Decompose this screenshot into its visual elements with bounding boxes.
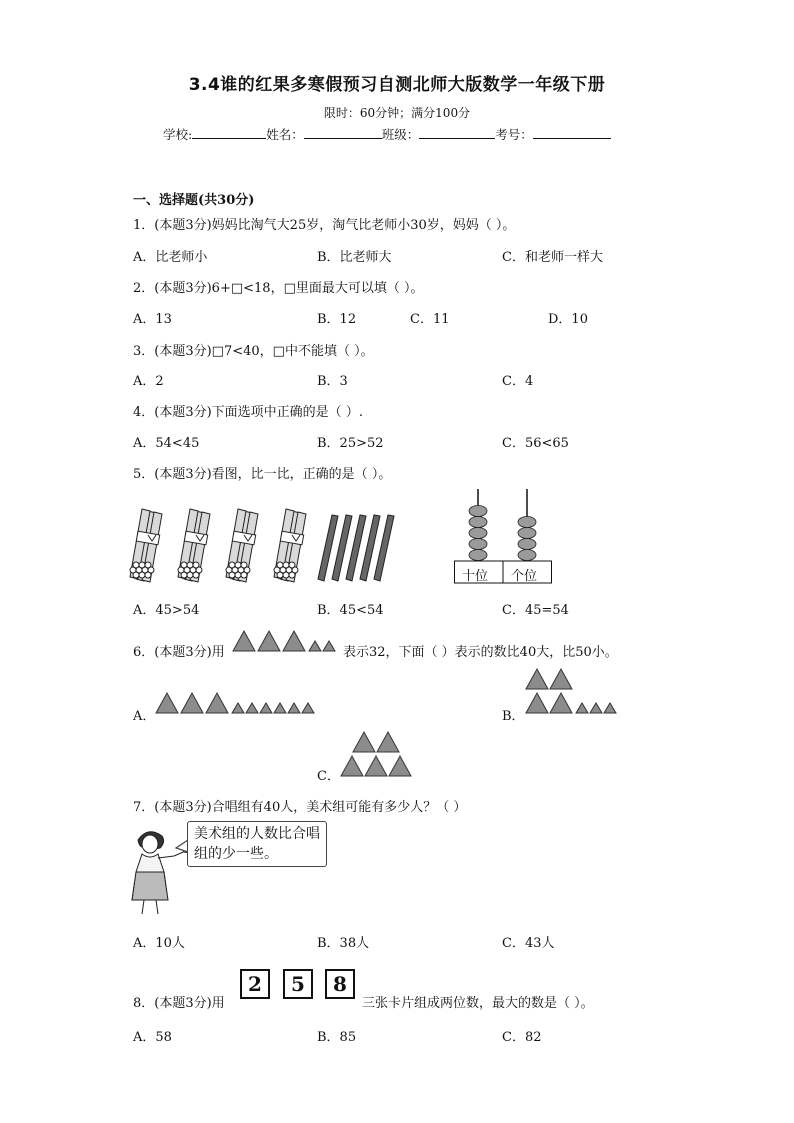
school-blank[interactable]	[192, 126, 266, 139]
q5-option-a[interactable]: A．45>54	[133, 603, 200, 618]
class-blank[interactable]	[419, 126, 495, 139]
q2-option-d[interactable]: D．10	[548, 312, 588, 327]
student-info-line	[163, 125, 611, 143]
q8-option-c[interactable]: C．82	[502, 1030, 542, 1045]
question-3-stem: 3．(本题3分)□7<40，□中不能填（ ）。	[133, 344, 374, 359]
question-8-stem-start: 8．(本题3分)用	[133, 996, 225, 1011]
q6-option-b[interactable]: B．	[502, 709, 525, 724]
q4-option-a[interactable]: A．54<45	[133, 436, 200, 451]
q6-option-a-triangles[interactable]	[156, 692, 326, 714]
q3-option-b[interactable]: B．3	[317, 374, 348, 389]
number-card-5: 5	[283, 969, 313, 999]
question-8-stem-end: 三张卡片组成两位数，最大的数是（ ）。	[362, 996, 594, 1011]
question-7-stem: 7．(本题3分)合唱组有40人，美术组可能有多少人？（ ）	[133, 800, 467, 815]
examno-label: 考号：	[495, 127, 533, 142]
stick-bundle-icon	[274, 509, 306, 582]
q7-option-b[interactable]: B．38人	[317, 936, 370, 951]
ones-place-label: 个位	[511, 569, 538, 584]
q3-option-c[interactable]: C．4	[502, 374, 534, 389]
q5-option-c[interactable]: C．45=54	[502, 603, 569, 618]
q1-option-c[interactable]: C．和老师一样大	[502, 250, 603, 265]
number-card-2: 2	[240, 969, 270, 999]
q6-option-c-triangles[interactable]	[341, 731, 417, 777]
page-title: 3.4谁的红果多寒假预习自测北师大版数学一年级下册	[188, 75, 606, 95]
q3-option-a[interactable]: A．2	[133, 374, 164, 389]
question-4-stem: 4．(本题3分)下面选项中正确的是（ ）.	[133, 405, 363, 420]
q2-option-c[interactable]: C．11	[410, 312, 450, 327]
name-blank[interactable]	[304, 126, 382, 139]
q6-option-b-triangles[interactable]	[526, 668, 626, 714]
name-label: 姓名：	[266, 127, 304, 142]
class-label: 班级：	[381, 127, 420, 142]
examno-blank[interactable]	[533, 126, 611, 139]
question-2-stem: 2．(本题3分)6+□<18，□里面最大可以填（ ）。	[133, 281, 424, 296]
question-1-stem: 1．(本题3分)妈妈比淘气大25岁，淘气比老师小30岁，妈妈（ ）。	[133, 218, 516, 233]
q1-option-a[interactable]: A．比老师小	[133, 250, 208, 265]
q8-option-a[interactable]: A．58	[133, 1030, 172, 1045]
stick-bundles-illustration	[128, 505, 418, 585]
section-heading: 一、选择题(共30分)	[133, 193, 255, 208]
q2-option-a[interactable]: A．13	[133, 312, 172, 327]
q2-option-b[interactable]: B．12	[317, 312, 357, 327]
question-5-stem: 5．(本题3分)看图，比一比，正确的是（ ）。	[133, 467, 392, 482]
q5-option-b[interactable]: B．45<54	[317, 603, 384, 618]
q7-option-c[interactable]: C．43人	[502, 936, 555, 951]
stick-bundle-icon	[226, 509, 258, 582]
triangles-32-icon	[233, 630, 343, 652]
q6-option-c[interactable]: C．	[317, 769, 340, 784]
q4-option-b[interactable]: B．25>52	[317, 436, 384, 451]
time-limit-text: 限时：60分钟；满分100分	[323, 106, 471, 120]
question-6-stem-end: 表示32，下面（ ）表示的数比40大，比50小。	[343, 645, 618, 660]
question-6-stem-start: 6．(本题3分)用	[133, 645, 225, 660]
single-sticks-icon	[318, 515, 394, 581]
stick-bundle-icon	[178, 509, 210, 582]
tens-place-label: 十位	[462, 569, 489, 584]
q4-option-c[interactable]: C．56<65	[502, 436, 569, 451]
q1-option-b[interactable]: B．比老师大	[317, 250, 392, 265]
q8-option-b[interactable]: B．85	[317, 1030, 357, 1045]
q6-option-a[interactable]: A．	[133, 709, 156, 724]
speech-bubble: 美术组的人数比合唱组的少一些。	[187, 821, 327, 867]
stick-bundle-icon	[130, 509, 162, 582]
school-label: 学校:	[163, 127, 193, 142]
number-card-8: 8	[325, 969, 355, 999]
q7-option-a[interactable]: A．10人	[133, 936, 185, 951]
